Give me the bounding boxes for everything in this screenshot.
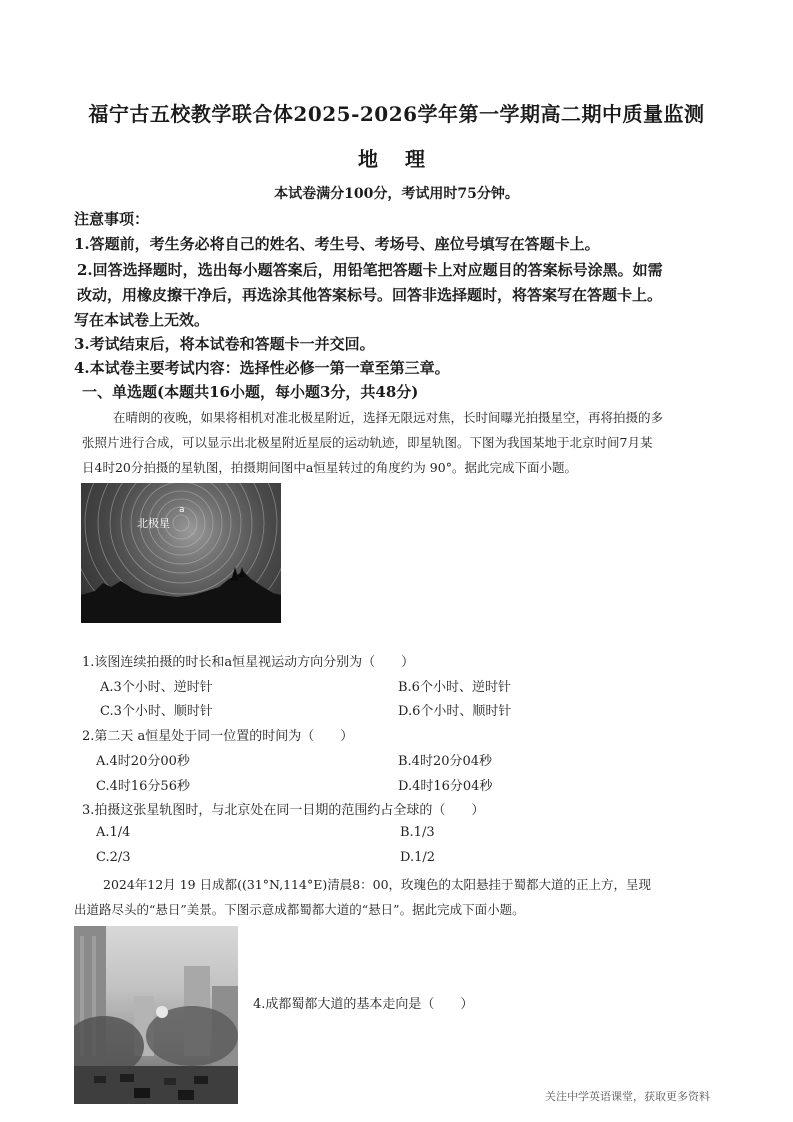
notice-line-2: 2.回答选择题时，选出每小题答案后，用铅笔把答题卡上对应题目的答案标号涂黑。如需 (77, 261, 663, 279)
exam-title: 福宁古五校教学联合体2025-2026学年第一学期高二期中质量监测 (88, 102, 705, 126)
footer-note: 关注中学英语课堂，获取更多资料 (545, 1090, 710, 1103)
question-4-stem: 4.成都蜀都大道的基本走向是（ ） (253, 997, 474, 1012)
star-a-label: a (179, 505, 185, 515)
section-heading: 一、单选题(本题共16小题，每小题3分，共48分) (82, 383, 419, 401)
subject-title: 地 理 (358, 147, 435, 171)
passage1-line-3: 日4时20分拍摄的星轨图，拍摄期间图中a恒星转过的角度约为 90°。据此完成下面小题。 (82, 460, 577, 475)
passage2-line-2: 出道路尽头的“悬日”美景。下图示意成都蜀都大道的“悬日”。据此完成下面小题。 (74, 902, 525, 917)
passage1-line-1: 在晴朗的夜晚，如果将相机对准北极星附近，选择无限远对焦，长时间曝光拍摄星空，再将拍摄的多 (113, 410, 664, 425)
question-1-stem: 1.该图连续拍摄的时长和a恒星视运动方向分别为（ ） (82, 655, 415, 670)
question-2-option-d: D.4时16分04秒 (398, 779, 493, 794)
question-2-stem: 2.第二天 a恒星处于同一位置的时间为（ ） (82, 729, 354, 744)
passage1-line-2: 张照片进行合成，可以显示出北极星附近星辰的运动轨迹，即星轨图。下图为我国某地于北京时间7月某 (82, 435, 653, 450)
question-3-option-c: C.2/3 (96, 850, 131, 865)
star-trail-photo (81, 483, 281, 623)
notice-line-5: 3.考试结束后，将本试卷和答题卡一并交回。 (74, 335, 375, 353)
question-2-option-b: B.4时20分04秒 (398, 754, 493, 769)
question-2-option-a: A.4时20分00秒 (96, 754, 190, 769)
notice-line-3: 改动，用橡皮擦干净后，再选涂其他答案标号。回答非选择题时，将答案写在答题卡上。 (77, 286, 663, 304)
notice-line-1: 1.答题前，考生务必将自己的姓名、考生号、考场号、座位号填写在答题卡上。 (74, 235, 600, 253)
question-3-option-b: B.1/3 (400, 825, 435, 840)
question-1-option-c: C.3个小时、顺时针 (100, 704, 213, 719)
sun-street-image (74, 926, 238, 1104)
question-2-option-c: C.4时16分56秒 (96, 779, 190, 794)
question-3-option-a: A.1/4 (96, 825, 131, 840)
sun-street-photo (74, 926, 238, 1104)
notice-line-6: 4.本试卷主要考试内容：选择性必修一第一章至第三章。 (74, 359, 450, 377)
question-3-option-d: D.1/2 (400, 850, 436, 865)
notice-heading: 注意事项： (74, 210, 150, 228)
exam-info: 本试卷满分100分，考试用时75分钟。 (274, 186, 519, 202)
question-1-option-a: A.3个小时、逆时针 (100, 680, 213, 695)
star-trail-image (81, 483, 281, 623)
question-3-stem: 3.拍摄这张星轨图时，与北京处在同一日期的范围约占全球的（ ） (82, 803, 485, 818)
notice-line-4: 写在本试卷上无效。 (74, 311, 210, 329)
north-star-label: 北极星 (137, 517, 170, 530)
passage2-line-1: 2024年12月 19 日成都((31°N,114°E)清晨8：00，玫瑰色的太阳悬挂于蜀都大道的正上方，呈现 (103, 877, 652, 892)
question-1-option-d: D.6个小时、顺时针 (398, 704, 512, 719)
question-1-option-b: B.6个小时、逆时针 (398, 680, 511, 695)
